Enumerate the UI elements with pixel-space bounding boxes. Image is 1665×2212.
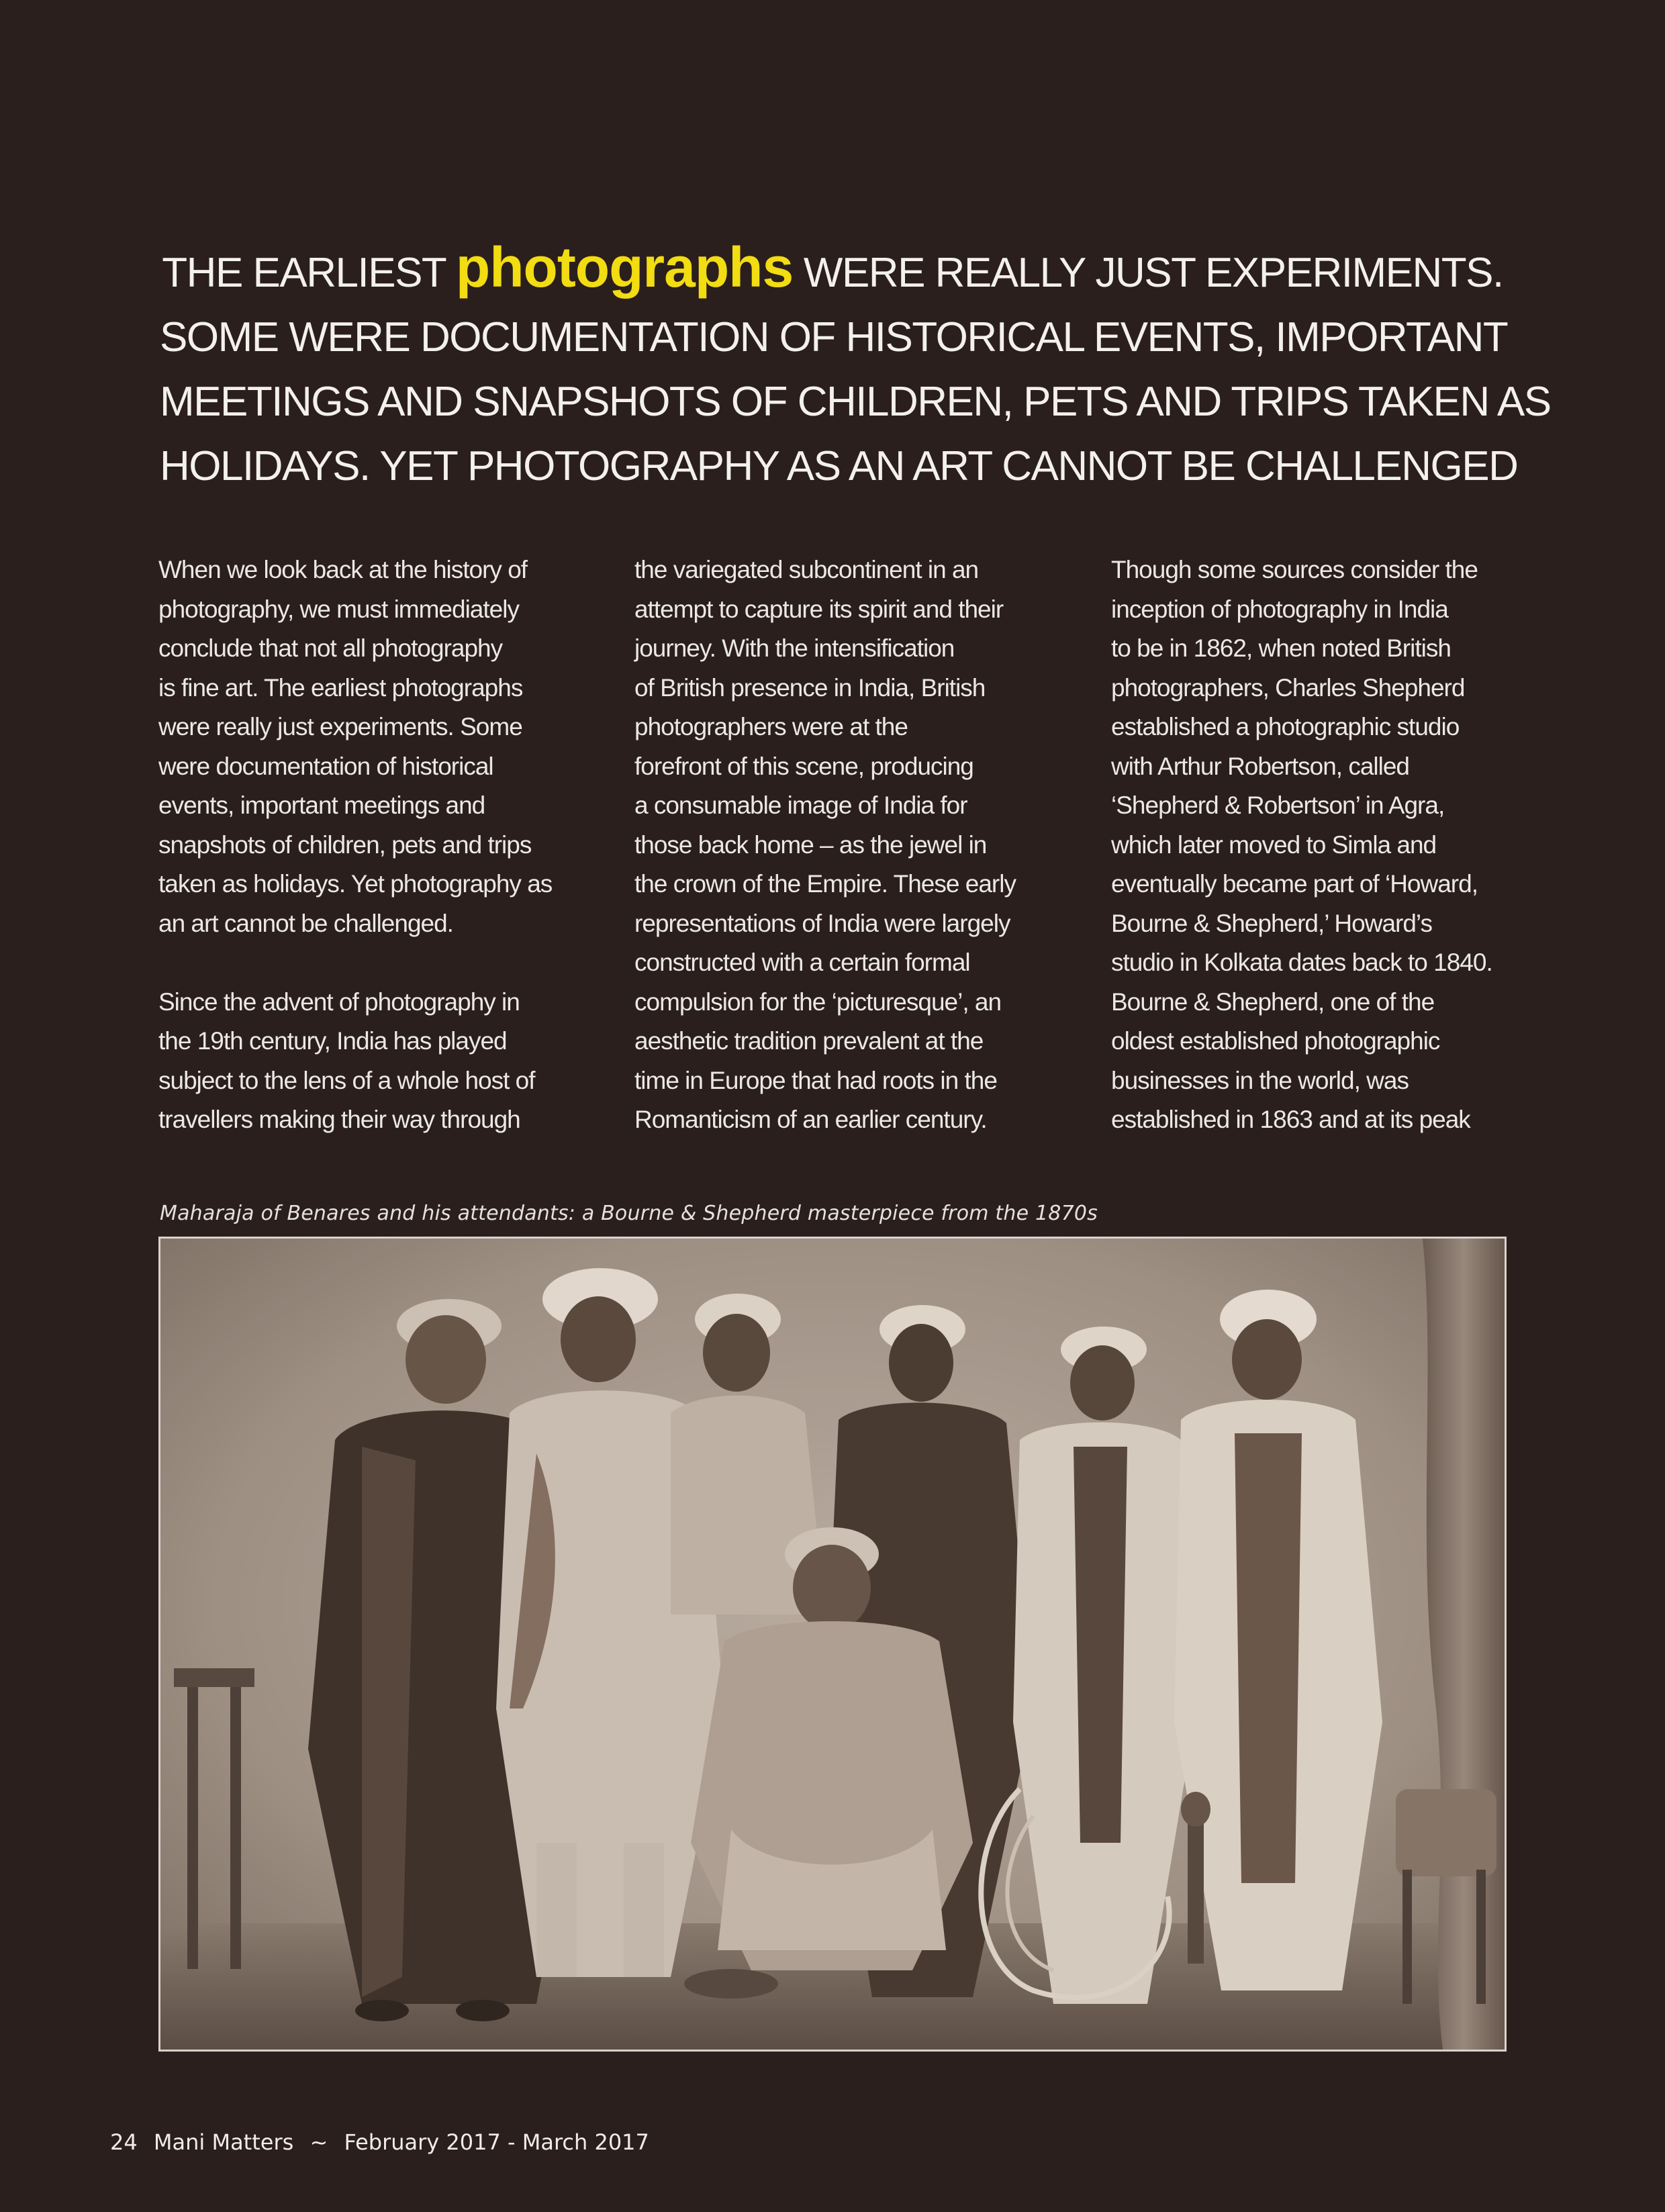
column-2-line: photographers were at the: [634, 713, 908, 740]
pull-quote: [160, 235, 1551, 499]
column-2-line: journey. With the intensification: [634, 634, 955, 662]
pull-quote-line-3: MEETINGS AND SNAPSHOTS OF CHILDREN, PETS AND TRIPS TAKEN AS: [160, 379, 1551, 425]
column-1-line: the 19th century, India has played: [158, 1027, 507, 1055]
column-2-line: compulsion for the ‘picturesque’, an: [634, 988, 1002, 1016]
column-1-line: is fine art. The earliest photographs: [158, 673, 523, 702]
footer-separator: ~: [310, 2129, 328, 2155]
column-3-line: eventually became part of ‘Howard,: [1111, 870, 1478, 898]
column-2-line: forefront of this scene, producing: [634, 752, 973, 780]
column-1-line: snapshots of children, pets and trips: [158, 830, 532, 859]
column-3-line: Bourne & Shepherd, one of the: [1111, 988, 1435, 1016]
column-1-line: taken as holidays. Yet photography as: [158, 870, 553, 898]
column-3-line: photographers, Charles Shepherd: [1111, 673, 1465, 702]
article-column-2: [634, 550, 1064, 1140]
column-3-line: to be in 1862, when noted British: [1111, 634, 1451, 662]
column-1-line: travellers making their way through: [158, 1106, 520, 1133]
column-2-line: the variegated subcontinent in an: [634, 556, 979, 583]
column-1-line: were documentation of historical: [158, 752, 493, 780]
article-body: [158, 550, 1508, 1141]
photo-caption: Maharaja of Benares and his attendants: a Bourne & Shepherd masterpiece from the 1870s: [160, 1202, 1098, 1225]
column-3-line: oldest established photographic: [1111, 1027, 1440, 1055]
column-3-line: established in 1863 and at its peak: [1111, 1106, 1470, 1133]
column-2-line: Romanticism of an earlier century.: [634, 1106, 987, 1133]
column-3-line: ‘Shepherd & Robertson’ in Agra,: [1111, 791, 1445, 819]
column-2-line: time in Europe that had roots in the: [634, 1066, 997, 1094]
column-1-line: Since the advent of photography in: [158, 988, 520, 1016]
column-2-line: constructed with a certain formal: [634, 949, 970, 976]
column-3-line: Bourne & Shepherd,’ Howard’s: [1111, 909, 1432, 937]
column-2-line: representations of India were largely: [634, 909, 1010, 937]
historical-group-photograph: [158, 1237, 1507, 2052]
column-3-line: businesses in the world, was: [1111, 1066, 1409, 1094]
column-3-line: Though some sources consider the: [1111, 556, 1478, 583]
column-1-line: were really just experiments. Some: [158, 713, 522, 740]
column-3-line: with Arthur Robertson, called: [1111, 752, 1410, 780]
article-column-3: [1111, 550, 1541, 1140]
column-1-line: an art cannot be challenged.: [158, 909, 453, 937]
pull-quote-line-4: HOLIDAYS. YET PHOTOGRAPHY AS AN ART CANNOT BE CHALLENGED: [160, 443, 1518, 489]
column-3-line: inception of photography in India: [1111, 595, 1448, 623]
sepia-tint: [160, 1239, 1505, 2050]
column-1-line: conclude that not all photography: [158, 634, 503, 662]
issue-date: February 2017 - March 2017: [344, 2129, 649, 2155]
sepia-photo-illustration: [160, 1239, 1505, 2050]
column-3-line: established a photographic studio: [1111, 713, 1460, 740]
column-2-line: of British presence in India, British: [634, 673, 986, 702]
column-1-line: events, important meetings and: [158, 791, 485, 819]
page-number: 24: [110, 2129, 138, 2155]
column-2-line: attempt to capture its spirit and their: [634, 595, 1004, 623]
column-3-line: studio in Kolkata dates back to 1840.: [1111, 949, 1492, 976]
paragraph-break: [158, 943, 588, 983]
column-3-line: which later moved to Simla and: [1111, 830, 1437, 859]
column-2-line: aesthetic tradition prevalent at the: [634, 1027, 984, 1055]
publication-name: Mani Matters: [153, 2129, 294, 2155]
column-2-line: those back home – as the jewel in: [634, 830, 987, 859]
pull-quote-line-2: SOME WERE DOCUMENTATION OF HISTORICAL EVENTS, IMPORTANT: [160, 314, 1508, 360]
column-1-line: photography, we must immediately: [158, 595, 519, 623]
column-2-line: a consumable image of India for: [634, 791, 967, 819]
column-1-line: When we look back at the history of: [158, 556, 528, 583]
article-column-1: [158, 550, 588, 1140]
pull-quote-line-1-end: WERE REALLY JUST EXPERIMENTS.: [803, 250, 1503, 296]
page-footer: [110, 2129, 659, 2155]
pull-quote-line-1: [160, 235, 1505, 305]
column-2-line: the crown of the Empire. These early: [634, 870, 1016, 898]
pull-quote-highlight-word: photographs: [455, 236, 794, 299]
column-1-line: subject to the lens of a whole host of: [158, 1066, 535, 1094]
pull-quote-line-1-start: THE EARLIEST: [162, 250, 446, 296]
